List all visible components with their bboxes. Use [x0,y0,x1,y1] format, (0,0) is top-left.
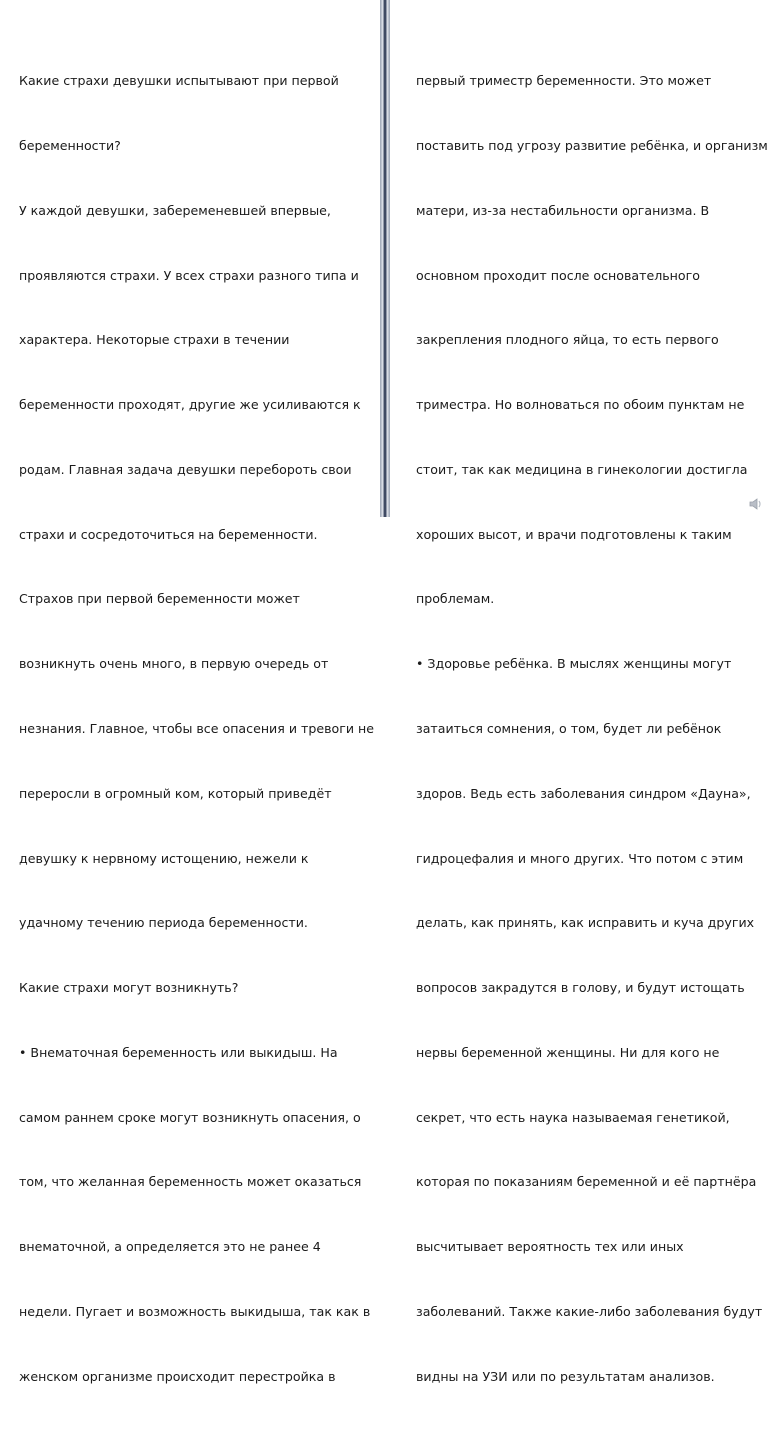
text-line: видны на УЗИ или по результатам анализов. [416,1368,715,1384]
text-line: Страхов при первой беременности может [19,591,300,607]
text-line: • Внематочная беременность или выкидыш. На [19,1044,338,1060]
text-line: возникнуть очень много, в первую очередь от [19,656,329,672]
text-line: внематочной, а определяется это не ранее 4 [19,1239,321,1255]
text-line: незнания. Главное, чтобы все опасения и тревоги не [19,721,374,736]
text-line: высчитывает вероятность тех или иных [416,1239,684,1255]
text-line: женском организме происходит перестройка в [19,1368,336,1384]
right-page [390,0,768,1384]
text-line: гидроцефалия и много других. Что потом с этим [416,850,744,866]
text-line: триместра. Но волноваться по обоим пунктам не [416,397,745,413]
text-line: том, что желанная беременность может оказаться [19,1174,362,1190]
text-line: страхи и сосредоточиться на беременности. [19,526,318,542]
text-line: вопросов закрадутся в голову, и будут истощать [416,980,745,996]
text-line: характера. Некоторые страхи в течении [19,332,290,348]
text-line: закрепления плодного яйца, то есть первого [416,332,719,348]
text-line: делать, как принять, как исправить и куча других [416,915,755,931]
text-line: матери, из-за нестабильности организма. В [416,202,710,218]
text-line: Какие страхи могут возникнуть? [19,980,239,996]
text-line: родам. Главная задача девушки перебороть свои [19,461,352,477]
text-line: здоров. Ведь есть заболевания синдром «Дауна», [416,785,751,801]
text-line: девушку к нервному истощению, нежели к [19,850,309,866]
text-line: первый триместр беременности. Это может [416,73,712,89]
text-line: заболеваний. Также какие-либо заболевания будут [416,1304,763,1320]
text-line: основном проходит после основательного [416,267,700,283]
left-page [0,0,380,1384]
text-line: беременности? [19,137,121,153]
text-line: беременности проходят, другие же усиливаются к [19,397,361,413]
text-line: Какие страхи девушки испытывают при первой [19,73,339,89]
left-page-text [19,27,374,1431]
text-line: которая по показаниям беременной и её партнёра [416,1174,757,1190]
text-line: поставить под угрозу развитие ребёнка, и организм [416,137,768,153]
text-line: переросли в огромный ком, который приведёт [19,785,332,801]
text-line: самом раннем сроке могут возникнуть опасения, о [19,1109,361,1125]
text-line: удачному течению периода беременности. [19,915,308,931]
text-line: стоит, так как медицина в гинекологии достигла [416,461,748,477]
text-line: У каждой девушки, забеременевшей впервые, [19,202,331,218]
text-line: проявляются страхи. У всех страхи разного типа и [19,267,359,283]
text-line: недели. Пугает и возможность выкидыша, так как в [19,1304,371,1320]
page-divider [380,0,390,517]
text-line: затаиться сомнения, о том, будет ли ребёнок [416,721,722,736]
text-line: • Здоровье ребёнка. В мыслях женщины могут [416,656,732,672]
speaker-arrow-icon[interactable] [749,497,763,509]
text-line: проблемам. [416,591,495,607]
text-line: хороших высот, и врачи подготовлены к таким [416,526,732,542]
right-page-text [416,27,768,1431]
text-line: секрет, что есть наука называемая генетикой, [416,1109,730,1125]
text-line: нервы беременной женщины. Ни для кого не [416,1044,720,1060]
